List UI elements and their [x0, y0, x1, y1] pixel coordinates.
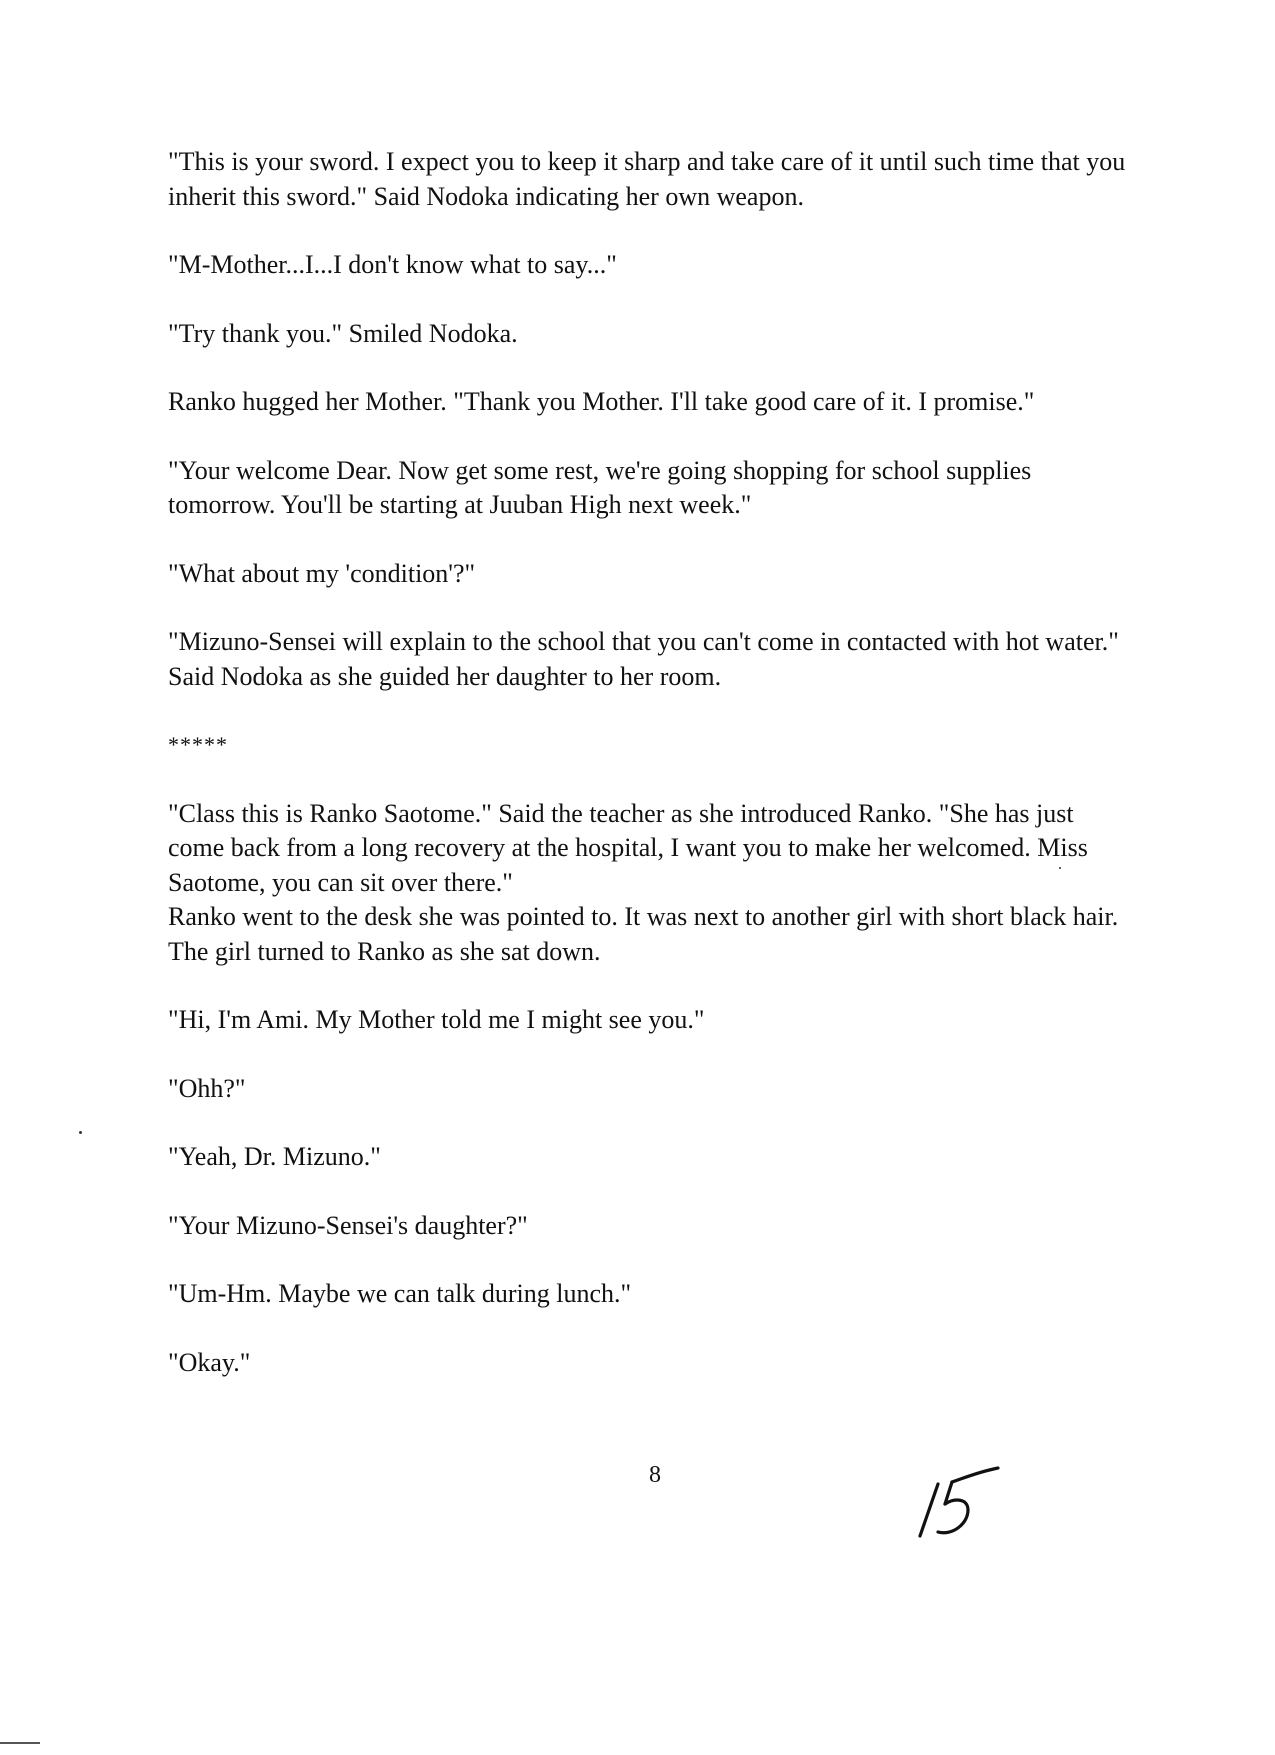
handwritten-page-number — [912, 1466, 1012, 1546]
paragraph-desk: Ranko went to the desk she was pointed to. It was next to another girl with short black hair. The girl turned to Ranko as she sat down. — [168, 902, 1119, 966]
paragraph-okay: "Okay." — [168, 1347, 251, 1377]
paragraph-introduction: "Class this is Ranko Saotome." Said the teacher as she introduced Ranko. "She has just come back from a long recovery at the hospital, I want you to make her welcomed. Miss Saotome, you can sit over there." — [168, 798, 1088, 897]
scene-divider: ***** — [168, 732, 228, 757]
paragraph-dr-mizuno: "Yeah, Dr. Mizuno." — [168, 1142, 381, 1171]
paragraph-lunch: "Um-Hm. Maybe we can talk during lunch." — [168, 1279, 632, 1308]
paragraph-shopping: "Your welcome Dear. Now get some rest, we're going shopping for school supplies tomorrow. You'll be starting at Juuban High next week." — [168, 455, 1032, 519]
paragraph-condition: "What about my 'condition'?" — [168, 558, 476, 588]
body-text — [168, 145, 1128, 1414]
scan-speck — [79, 1131, 82, 1134]
paragraph-sword: "This is your sword. I expect you to keep it sharp and take care of it until such time that you inherit this sword." Said Nodoka indicating her own weapon. — [168, 147, 1126, 211]
scan-edge-mark — [0, 1742, 40, 1744]
paragraph-ranko-hug: Ranko hugged her Mother. "Thank you Mother. I'll take good care of it. I promise." — [168, 387, 1035, 416]
paragraph-try-thank-you: "Try thank you." Smiled Nodoka. — [168, 318, 518, 348]
paragraph-dont-know: "M-Mother...I...I don't know what to say..." — [168, 250, 617, 279]
page-number: 8 — [649, 1462, 661, 1488]
paragraph-ami: "Hi, I'm Ami. My Mother told me I might see you." — [168, 1005, 705, 1034]
paragraph-hot-water: "Mizuno-Sensei will explain to the school that you can't come in contacted with hot water." Said Nodoka as she guided her daughter to her room. — [168, 627, 1119, 691]
paragraph-daughter: "Your Mizuno-Sensei's daughter?" — [168, 1210, 528, 1240]
scan-speck — [1059, 867, 1061, 869]
paragraph-ohh: "Ohh?" — [168, 1073, 246, 1103]
